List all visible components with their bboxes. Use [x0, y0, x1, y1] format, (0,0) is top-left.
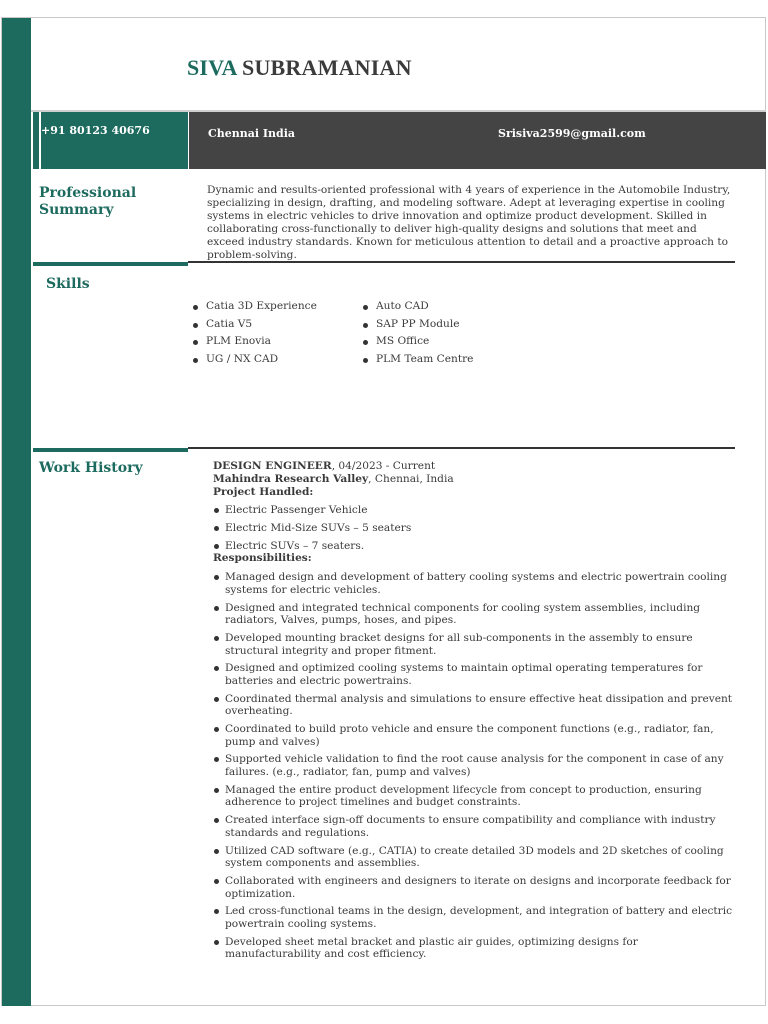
skills-heading: Skills — [46, 276, 90, 292]
skill-item: Catia 3D Experience — [193, 298, 317, 316]
responsibility-item: Collaborated with engineers and designers to iterate on designs and incorporate feedback for optimization. — [213, 875, 733, 900]
work-history-heading: Work History — [39, 460, 143, 476]
last-name: SUBRAMANIAN — [242, 55, 412, 80]
first-name: SIVA — [187, 55, 237, 80]
responsibility-item: Supported vehicle validation to find the root cause analysis for the component in case of any failures. (e.g., radiator, fan, pump and valves) — [213, 753, 733, 778]
job-entry — [213, 460, 733, 966]
skills-list-right — [363, 298, 473, 368]
skill-item: PLM Enovia — [193, 333, 317, 351]
summary-heading-line2: Summary — [39, 202, 114, 218]
responsibility-item: Created interface sign-off documents to ensure compatibility and compliance with industry standards and regulations. — [213, 814, 733, 839]
projects-label: Project Handled: — [213, 486, 314, 498]
responsibility-item: Managed design and development of battery cooling systems and electric powertrain cooling systems for electric vehicles. — [213, 571, 733, 596]
summary-heading — [39, 185, 136, 219]
responsibilities-list — [213, 571, 733, 961]
skills-divider — [188, 447, 735, 449]
skill-item: Catia V5 — [193, 316, 317, 334]
responsibility-item: Coordinated thermal analysis and simulations to ensure effective heat dissipation and prevent overheating. — [213, 693, 733, 718]
skill-item: UG / NX CAD — [193, 351, 317, 369]
responsibility-item: Designed and optimized cooling systems to maintain optimal operating temperatures for batteries and electric powertrains. — [213, 662, 733, 687]
summary-heading-line1: Professional — [39, 185, 137, 201]
responsibility-item: Managed the entire product development lifecycle from concept to production, ensuring adherence to project timelines and budget constraints. — [213, 784, 733, 809]
skills-list-left — [193, 298, 317, 368]
responsibility-item: Developed sheet metal bracket and plastic air guides, optimizing designs for manufacturability and cost efficiency. — [213, 936, 733, 961]
candidate-name — [187, 55, 412, 81]
responsibility-item: Developed mounting bracket designs for all sub-components in the assembly to ensure structural integrity and proper fitment. — [213, 632, 733, 657]
responsibility-item: Designed and integrated technical components for cooling system assemblies, including radiators, Valves, pumps, hoses, and pipes. — [213, 602, 733, 627]
project-item: Electric SUVs – 7 seaters. — [213, 540, 733, 553]
phone-number: +91 80123 40676 — [41, 124, 150, 137]
skill-item: PLM Team Centre — [363, 351, 473, 369]
responsibility-item: Led cross-functional teams in the design, development, and integration of battery and electric powertrain cooling systems. — [213, 905, 733, 930]
summary-divider — [188, 261, 735, 263]
summary-text: Dynamic and results-oriented professional with 4 years of experience in the Automobile Industry, specializing in design, drafting, and modeling software. Adept at leveraging expertise in cooling systems in electric vehicles to drive innovation and optimize product development. Skilled in collaborating cross-functionally to deliver high-quality designs and solutions that meet and exceed industry standards. Known for meticulous attention to detail and a proactive approach to problem-solving. — [207, 184, 731, 261]
responsibilities-label: Responsibilities: — [213, 552, 312, 565]
skill-item: SAP PP Module — [363, 316, 473, 334]
contact-panel-right — [189, 112, 766, 169]
email-address: Srisiva2599@gmail.com — [498, 127, 646, 140]
location: Chennai India — [208, 127, 296, 140]
job-title: DESIGN ENGINEER — [213, 460, 332, 472]
company-location: , Chennai, India — [368, 473, 454, 485]
project-item: Electric Mid-Size SUVs – 5 seaters — [213, 522, 733, 535]
skill-item: MS Office — [363, 333, 473, 351]
responsibility-item: Coordinated to build proto vehicle and ensure the component functions (e.g., radiator, fan, pump and valves) — [213, 723, 733, 748]
company-line — [213, 473, 733, 486]
company-name: Mahindra Research Valley — [213, 473, 369, 485]
contact-panel-left — [33, 112, 188, 169]
responsibility-item: Utilized CAD software (e.g., CATIA) to create detailed 3D models and 2D sketches of cooling system components and assemblies. — [213, 845, 733, 870]
side-accent-bar — [2, 18, 31, 1006]
project-item: Electric Passenger Vehicle — [213, 504, 733, 517]
projects-list — [213, 504, 733, 552]
contact-panel-line — [39, 112, 41, 169]
work-accent-rule — [33, 448, 188, 452]
skills-accent-rule — [33, 262, 188, 266]
job-dates: , 04/2023 - Current — [331, 460, 436, 472]
job-title-line — [213, 460, 733, 473]
skill-item: Auto CAD — [363, 298, 473, 316]
